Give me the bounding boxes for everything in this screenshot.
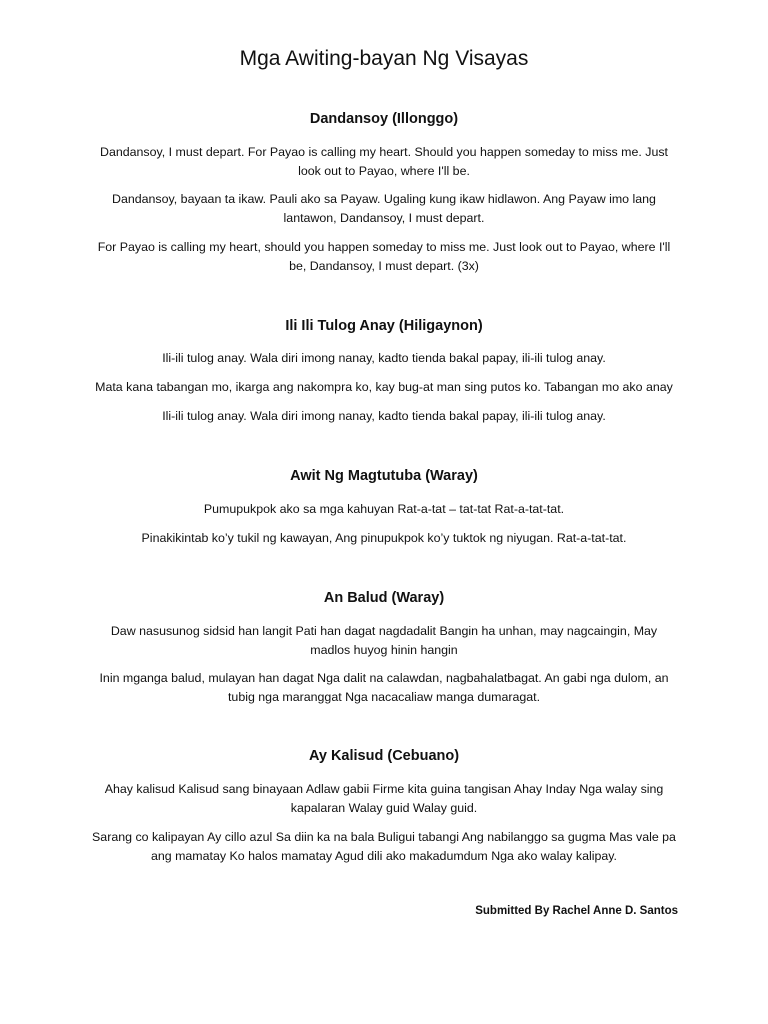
song-verse: Pumupukpok ako sa mga kahuyan Rat-a-tat – tat-tat Rat-a-tat-tat. xyxy=(203,502,565,516)
song-title-ili-ili: Ili Ili Tulog Anay (Hiligaynon) xyxy=(285,318,483,334)
song-verse: Ili-ili tulog anay. Wala diri imong nanay, kadto tienda bakal papay, ili-ili tulog anay. xyxy=(162,351,606,365)
song-verse: Dandansoy, I must depart. For Payao is calling my heart. Should you happen someday to miss me. Just look out to Payao, where I'll be. xyxy=(100,145,668,178)
song-verse: Daw nasusunog sidsid han langit Pati han dagat nagdadalit Bangin ha unhan, may nagcaingin, May madlos huyog hinin hangin xyxy=(110,624,658,657)
song-verse: Inin mganga balud, mulayan han dagat Nga dalit na calawdan, nagbahalatbagat. An gabi nga dulom, an tubig nga maranggat Nga nacacaliaw manga dumaragat. xyxy=(99,671,669,704)
song-title-an-balud: An Balud (Waray) xyxy=(323,590,445,606)
song-title-dandansoy: Dandansoy (Illonggo) xyxy=(309,111,459,127)
song-verse: Pinakikintab ko’y tukil ng kawayan, Ang pinupukpok ko’y tuktok ng niyugan. Rat-a-tat-tat. xyxy=(141,531,627,545)
song-verse: Ili-ili tulog anay. Wala diri imong nanay, kadto tienda bakal papay, ili-ili tulog anay. xyxy=(162,409,606,423)
song-verse: Ahay kalisud Kalisud sang binayaan Adlaw gabii Firme kita guina tangisan Ahay Inday Nga walay sing kapalaran Walay guid Walay guid. xyxy=(104,782,664,815)
submitted-by: Submitted By Rachel Anne D. Santos xyxy=(475,905,678,917)
document-title: Mga Awiting-bayan Ng Visayas xyxy=(239,47,529,70)
song-verse: Mata kana tabangan mo, ikarga ang nakompra ko, kay bug-at man sing putos ko. Tabangan mo ako anay xyxy=(95,380,673,394)
song-verse: For Payao is calling my heart, should you happen someday to miss me. Just look out to Payao, where I'll be, Dandansoy, I must depart. (3x) xyxy=(97,240,671,273)
song-title-magtutuba: Awit Ng Magtutuba (Waray) xyxy=(290,468,478,484)
song-title-ay-kalisud: Ay Kalisud (Cebuano) xyxy=(308,748,460,764)
song-verse: Sarang co kalipayan Ay cillo azul Sa diin ka na bala Buligui tabangi Ang nabilanggo sa gugma Mas vale pa ang mamatay Ko halos mamatay Agud dili ako makadumdum Nga ako walay kalipay. xyxy=(92,830,676,863)
song-verse: Dandansoy, bayaan ta ikaw. Pauli ako sa Payaw. Ugaling kung ikaw hidlawon. Ang Payaw imo lang lantawon, Dandansoy, I must depart. xyxy=(112,192,656,225)
